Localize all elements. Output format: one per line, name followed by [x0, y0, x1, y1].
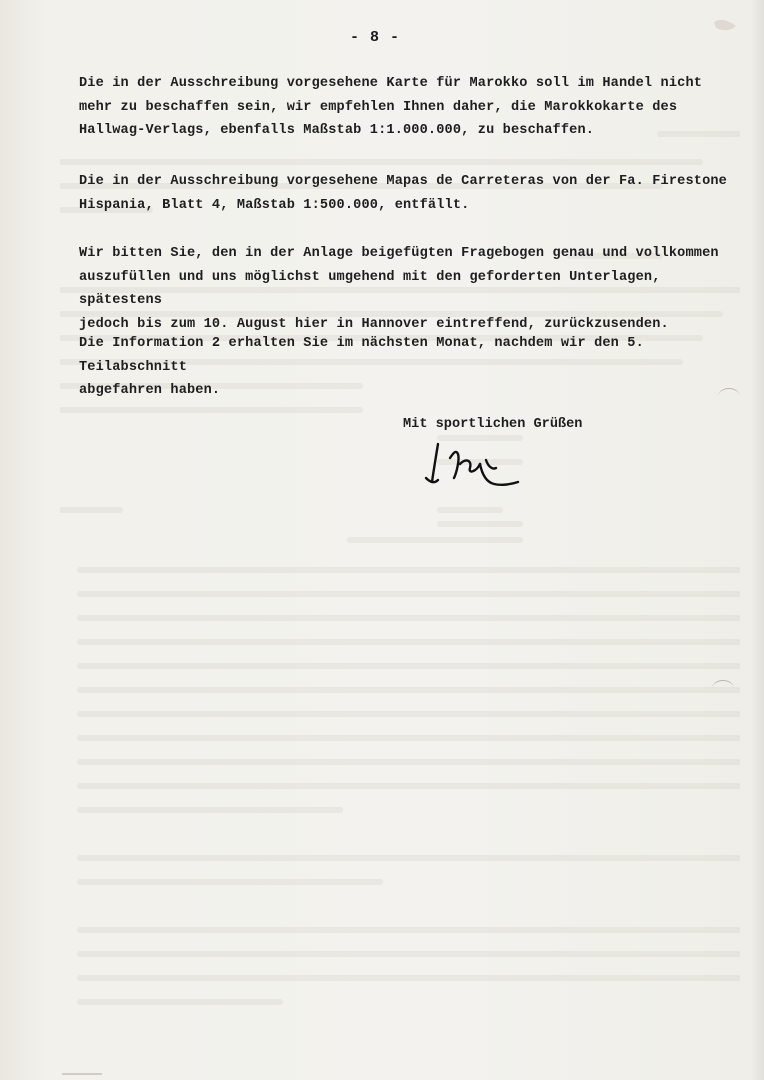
text-line: Die Information 2 erhalten Sie im nächsten Monat, nachdem wir den 5. Teilabschnitt: [79, 336, 644, 375]
paragraph-questionnaire: [79, 242, 739, 336]
bleed-through-text: [60, 70, 740, 1051]
text-line: Hallwag-Verlags, ebenfalls Maßstab 1:1.000.000, zu beschaffen.: [79, 123, 595, 138]
handwritten-signature: [420, 438, 520, 490]
bottom-edge-mark: [62, 1073, 102, 1075]
text-line: Die in der Ausschreibung vorgesehene Mapas de Carreteras von der Fa. Firestone: [79, 174, 727, 189]
text-line: abgefahren haben.: [79, 383, 221, 398]
text-line: auszufüllen und uns möglichst umgehend mit den geforderten Unterlagen, spätestens: [79, 269, 661, 308]
text-line: Wir bitten Sie, den in der Anlage beigefügten Fragebogen genau und vollkommen: [79, 246, 719, 261]
page-number: - 8 -: [350, 29, 401, 46]
text-line: Hispania, Blatt 4, Maßstab 1:500.000, entfällt.: [79, 197, 470, 213]
punch-hole-mark: [712, 680, 734, 697]
text-line: mehr zu beschaffen sein, wir empfehlen Ihnen daher, die Marokkokarte des: [79, 99, 678, 115]
text-line: Die in der Ausschreibung vorgesehene Karte für Marokko soll im Handel nicht: [79, 76, 703, 91]
paragraph-information: [79, 332, 739, 403]
text-line: jedoch bis zum 10. August hier in Hannover eintreffend, zurückzusenden.: [79, 316, 669, 332]
paragraph-map-morocco: [79, 72, 739, 143]
closing-salutation: Mit sportlichen Grüßen: [403, 417, 583, 432]
punch-hole-mark: [718, 388, 740, 405]
page-edge-shadow: [750, 0, 764, 1080]
corner-smudge: [712, 16, 740, 38]
paragraph-map-spain: [79, 170, 739, 217]
